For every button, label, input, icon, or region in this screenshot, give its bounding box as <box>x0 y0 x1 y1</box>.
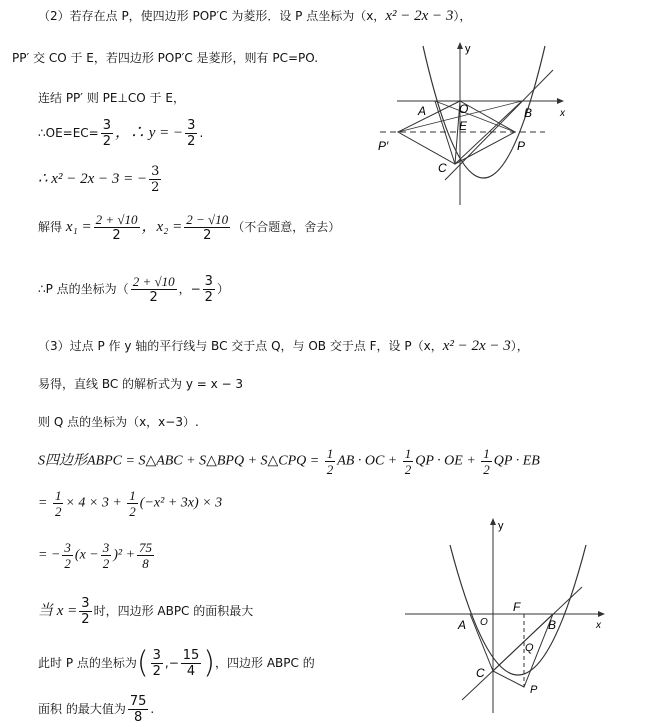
x1-label: x₁ = <box>65 219 92 235</box>
p-num2: 3 <box>204 274 213 289</box>
c-num1: 3 <box>64 540 71 555</box>
p-num1: 2 + √10 <box>132 274 175 289</box>
fig1-label-pprime: P′ <box>378 139 389 153</box>
line-c-paren: (x − <box>74 547 99 563</box>
part3-line-c <box>38 540 156 571</box>
fig2-cb <box>493 614 553 671</box>
then-frac-2 <box>181 648 202 679</box>
eq-den: 2 <box>151 180 160 195</box>
part3-intro-expr: x² − 2x − 3 <box>442 338 511 354</box>
fig1-label-a: A <box>418 104 427 118</box>
fig2-label-o: O <box>480 617 488 628</box>
part3-intro <box>38 338 529 354</box>
p-mid: ，− <box>178 282 201 296</box>
fig2-y-arrow-icon <box>490 518 496 525</box>
p-fraction2 <box>203 274 215 305</box>
fig1-label-c: C <box>438 161 447 175</box>
part3-s-line <box>38 446 540 477</box>
c-den3: 8 <box>142 556 149 571</box>
c-frac-2 <box>101 540 112 571</box>
half-2 <box>403 446 414 477</box>
s-half1: AB · OC + <box>337 453 398 469</box>
then-den1: 2 <box>152 664 161 679</box>
area-fraction <box>128 694 149 725</box>
figure-quadrilateral <box>400 515 610 715</box>
s-half3: QP · EB <box>493 453 540 469</box>
part2-eq-line <box>38 164 163 195</box>
b-half-1 <box>53 488 64 519</box>
fig1-label-o: O <box>459 102 469 116</box>
fig1-label-e: E <box>459 119 468 133</box>
x2-den: 2 <box>203 228 212 243</box>
eq-label: ∴ x² − 2x − 3 = − <box>38 171 148 187</box>
half-1-num: 1 <box>326 446 334 461</box>
y-den: 2 <box>187 134 196 149</box>
x2-label: ，x₂ = <box>141 219 183 235</box>
y-label: ，∴ y = − <box>115 125 184 141</box>
b-half-2-num: 1 <box>129 488 136 503</box>
part2-line2: PP′ 交 CO 于 E，若四边形 POP′C 是菱形，则有 PC=PO. <box>12 51 319 65</box>
x2-num: 2 − √10 <box>186 212 229 227</box>
half-1 <box>325 446 336 477</box>
part3-bc-line: 易得，直线 BC 的解析式为 y = x − 3 <box>38 377 244 391</box>
when-den: 2 <box>81 612 90 627</box>
part2-intro-text: （2）若存在点 P，使四边形 POP′C 为菱形．设 P 点坐标为（x， <box>38 9 386 23</box>
c-den2: 2 <box>102 556 110 571</box>
eq-fraction <box>149 164 161 195</box>
y-fraction <box>185 118 197 149</box>
part2-p-line <box>38 274 229 305</box>
then-num1: 3 <box>152 648 161 663</box>
line-c-start: = − <box>38 547 61 563</box>
s-half2: QP · OE + <box>415 453 476 469</box>
then-frac-1 <box>151 648 163 679</box>
half-3-num: 1 <box>483 446 490 461</box>
x1-num: 2 + √10 <box>95 212 138 227</box>
fig1-x-arrow-icon <box>557 98 564 104</box>
then-paren-close: ) <box>203 645 216 681</box>
fig2-label-b: B <box>548 618 557 632</box>
half-3 <box>481 446 492 477</box>
area-end: . <box>150 702 155 716</box>
then-text: ，四边形 ABPC 的 <box>215 656 315 670</box>
fig1-label-x: x <box>560 108 565 119</box>
then-den2: 4 <box>186 664 196 679</box>
fig2-label-a: A <box>458 618 467 632</box>
part2-line3: 连结 PP′ 则 PE⊥CO 于 E， <box>38 91 185 105</box>
oe-den: 2 <box>102 134 112 149</box>
part2-intro-end: ）， <box>453 9 472 23</box>
y-num: 3 <box>187 118 196 133</box>
then-num2: 15 <box>182 648 200 663</box>
fig2-label-q: Q <box>525 642 534 654</box>
c-den1: 2 <box>64 556 71 571</box>
when-label: 当 x = <box>38 603 78 619</box>
p-end: ） <box>216 282 229 296</box>
s-lhs: S四边形ABPC = S△ABC + S△BPQ + S△CPQ = <box>38 453 320 469</box>
reject-note: （不合题意，舍去） <box>232 220 341 234</box>
fig1-y-arrow-icon <box>457 42 463 49</box>
when-num: 3 <box>81 596 90 611</box>
fig1-label-b: B <box>524 106 533 120</box>
line-b-mid: × 4 × 3 + <box>65 495 122 511</box>
when-text: 时，四边形 ABPC 的面积最大 <box>93 604 254 618</box>
p-label: ∴P 点的坐标为（ <box>38 282 129 296</box>
oe-label: ∴OE=EC= <box>38 126 99 140</box>
figure-rhombus <box>375 40 575 208</box>
part3-then-line: 此时 P 点的坐标为( $\frac{3}{2}$ ,− $\frac{15}{4}$ )，四边形 ABPC 的 <box>38 645 315 681</box>
then-paren-open: ( <box>136 645 149 681</box>
solve-label: 解得 <box>38 220 63 234</box>
part3-q-line: 则 Q 点的坐标为（x，x−3）. <box>38 415 199 429</box>
area-den: 8 <box>133 710 143 725</box>
fig2-x-arrow-icon <box>598 611 605 617</box>
eq-num: 3 <box>151 164 160 179</box>
c-num3: 75 <box>139 540 153 555</box>
b-half-2 <box>127 488 138 519</box>
part2-intro <box>38 8 471 24</box>
part2-solve-line <box>38 212 340 243</box>
half-3-den: 2 <box>483 462 490 477</box>
p-den1: 2 <box>149 290 158 305</box>
fig1-label-p: P <box>517 139 526 153</box>
c-num2: 3 <box>102 540 110 555</box>
part2-oe-line: ∴OE=EC= $\frac{3}{2}$ ，∴ y = − $\frac{3}{2}$ . <box>38 118 204 149</box>
oe-num: 3 <box>102 118 112 133</box>
fig2-label-x: x <box>596 620 601 631</box>
then-label: 此时 P 点的坐标为 <box>38 656 137 670</box>
part2-intro-expr: x² − 2x − 3 <box>385 8 454 24</box>
oe-fraction <box>101 118 113 149</box>
half-1-den: 2 <box>326 462 334 477</box>
part3-area-line <box>38 694 154 725</box>
area-label: 面积 的最大值为 <box>38 702 126 716</box>
half-2-num: 1 <box>404 446 412 461</box>
x2-fraction <box>184 212 230 243</box>
part3-line-b <box>38 488 222 519</box>
x1-den: 2 <box>112 228 121 243</box>
b-half-2-den: 2 <box>129 504 136 519</box>
part3-intro-end: ）， <box>510 339 529 353</box>
line-c-close: )² + <box>113 547 136 563</box>
part3-intro-text: （3）过点 P 作 y 轴的平行线与 BC 交于点 Q，与 OB 交于点 F，设 P（x， <box>38 339 443 353</box>
b-half-1-den: 2 <box>54 504 62 519</box>
p-den2: 2 <box>204 290 213 305</box>
fig2-label-f: F <box>513 600 521 614</box>
line-b-eq: = <box>38 495 48 511</box>
fig1-label-y: y <box>465 43 471 55</box>
c-frac-1 <box>62 540 73 571</box>
area-num: 75 <box>129 694 147 709</box>
when-fraction <box>79 596 91 627</box>
fig2-label-c: C <box>476 666 485 680</box>
fig2-label-p: P <box>530 684 538 696</box>
half-2-den: 2 <box>404 462 412 477</box>
p-fraction1 <box>131 274 177 305</box>
x1-fraction <box>94 212 140 243</box>
b-half-1-num: 1 <box>54 488 62 503</box>
c-frac-3 <box>137 540 154 571</box>
line-b-end: (−x² + 3x) × 3 <box>139 495 223 511</box>
part3-when-line <box>38 596 253 627</box>
fig2-label-y: y <box>498 520 504 532</box>
